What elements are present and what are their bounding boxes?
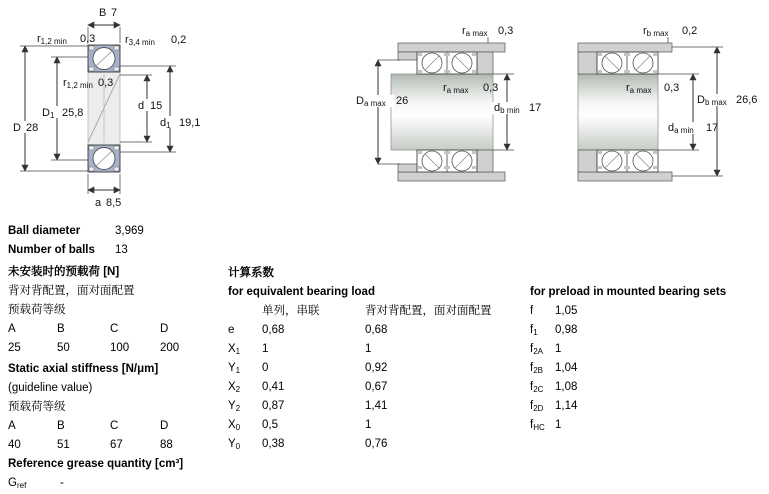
dim-D-value: 28: [26, 122, 39, 134]
ball-diameter-label: Ball diameter: [8, 225, 81, 237]
ball-diameter-row: [8, 222, 223, 241]
dim-r12-mid-value: 0,3: [98, 77, 114, 89]
preload-factor-row: [530, 302, 760, 321]
preload-value: 25: [8, 342, 21, 354]
dim-Da-label: Da max: [356, 95, 386, 108]
factor-row: [228, 321, 528, 340]
stiffness-subtitle: (guideline value): [8, 382, 93, 394]
factor-value-2: 1,41: [365, 400, 388, 412]
preload-value: 200: [160, 342, 180, 354]
dim-rb-top-value: 0,2: [682, 25, 698, 37]
dim-da-value: 17: [706, 122, 719, 134]
bottom-ring-section: [88, 145, 120, 172]
shaft-abutment-diagram: [578, 25, 757, 181]
dim-Da-value: 26: [396, 95, 409, 107]
top-ring-section: [88, 45, 120, 72]
dim-rb-top-label: rb max: [643, 25, 669, 38]
dim-ra-top-label: ra max: [462, 25, 488, 38]
grease-title: Reference grease quantity [cm³]: [8, 458, 184, 470]
factor-row: [228, 359, 528, 378]
dim-da-label: da min: [668, 122, 694, 135]
preload-value: 50: [57, 342, 70, 354]
dim-r34-label: r3,4 min: [125, 34, 155, 47]
preload-factor-row: [530, 340, 760, 359]
preload-title: 未安装时的预载荷 [N]: [8, 266, 120, 278]
stiffness-header: A: [8, 420, 16, 432]
dim-D1-label: D1: [42, 107, 55, 120]
specs-column: [8, 222, 223, 493]
stiffness-value: 40: [8, 439, 21, 451]
preload-header: A: [8, 323, 16, 335]
dim-r12-top-value: 0,3: [80, 33, 96, 45]
number-of-balls-label: Number of balls: [8, 244, 95, 256]
dim-ra-top-value: 0,3: [498, 25, 514, 37]
factor-symbol: Y2: [228, 400, 241, 413]
factor-value-1: 0,87: [262, 400, 285, 412]
preload-factor-symbol: f2D: [530, 400, 544, 413]
bearing-pair-bottom: [417, 150, 477, 172]
dim-a-value: 8,5: [106, 197, 122, 209]
bearing-pair-top: [597, 52, 658, 74]
factor-symbol: X0: [228, 419, 241, 432]
factor-symbol: X1: [228, 343, 241, 356]
factor-symbol: X2: [228, 381, 241, 394]
factor-row: [228, 378, 528, 397]
factor-symbol: e: [228, 324, 235, 336]
dim-db-value: 17: [529, 102, 542, 114]
preload-factors-title: for preload in mounted bearing sets: [530, 286, 727, 298]
dim-D1-value: 25,8: [62, 107, 84, 119]
stiffness-class-label: 预载荷等级: [8, 401, 66, 413]
dim-Db-value: 26,6: [736, 94, 758, 106]
factor-value-1: 0: [262, 362, 269, 374]
dim-D-label: D: [13, 122, 21, 134]
preload-factor-symbol: f2A: [530, 343, 543, 356]
factor-row: [228, 397, 528, 416]
preload-factor-value: 1,08: [555, 381, 578, 393]
stiffness-title: Static axial stiffness [N/μm]: [8, 363, 159, 375]
factors-header-row: [228, 302, 528, 321]
factor-symbol: Y0: [228, 438, 241, 451]
stiffness-header: D: [160, 420, 169, 432]
stiffness-value: 51: [57, 439, 70, 451]
preload-factor-row: [530, 321, 760, 340]
factor-symbol: Y1: [228, 362, 241, 375]
dim-ra-mid-label: ra max: [626, 82, 652, 95]
factor-value-2: 0,76: [365, 438, 388, 450]
preload-factor-symbol: f1: [530, 324, 538, 337]
factor-row: [228, 435, 528, 454]
preload-header: B: [57, 323, 65, 335]
stiffness-header: B: [57, 420, 65, 432]
preload-factor-value: 1: [555, 419, 562, 431]
dim-ra-mid-value: 0,3: [483, 82, 499, 94]
stiffness-header: C: [110, 420, 119, 432]
dim-ra-mid-value: 0,3: [664, 82, 680, 94]
preload-factor-symbol: f: [530, 305, 534, 317]
preload-factor-row: [530, 397, 760, 416]
stiffness-value: 67: [110, 439, 123, 451]
preload-factor-row: [530, 416, 760, 435]
factor-value-1: 0,5: [262, 419, 278, 431]
bearing-pair-top: [417, 52, 477, 74]
dim-r12-mid-label: r1,2 min: [63, 77, 93, 90]
dim-B-label: B: [99, 7, 107, 19]
dim-db-label: db min: [494, 102, 520, 115]
preload-factor-value: 0,98: [555, 324, 578, 336]
dimension-a: [88, 174, 120, 194]
dim-Db-label: Db max: [697, 94, 727, 107]
number-of-balls-value: 13: [115, 244, 128, 256]
factor-row: [228, 340, 528, 359]
factor-value-2: 0,68: [365, 324, 388, 336]
factor-value-2: 1: [365, 419, 372, 431]
preload-header-row: [8, 320, 223, 339]
factor-value-2: 0,92: [365, 362, 388, 374]
dim-ra-mid-label: ra max: [443, 82, 469, 95]
preload-class-label: 预载荷等级: [8, 304, 66, 316]
ball-diameter-value: 3,969: [115, 225, 144, 237]
dim-d1-value: 19,1: [179, 117, 201, 129]
preload-value: 100: [110, 342, 130, 354]
grease-row: [8, 474, 223, 493]
preload-factor-value: 1,14: [555, 400, 578, 412]
dim-d-label: d: [138, 100, 145, 112]
preload-header: D: [160, 323, 169, 335]
grease-symbol: Gref: [8, 477, 27, 490]
preload-factor-symbol: f2B: [530, 362, 543, 375]
stiffness-value: 88: [160, 439, 173, 451]
preload-value-row: [8, 339, 223, 358]
shaft: [391, 74, 493, 150]
factor-row: [228, 416, 528, 435]
preload-subtitle: 背对背配置，面对面配置: [8, 285, 135, 297]
dim-B-value: 7: [111, 7, 118, 19]
preload-header: C: [110, 323, 119, 335]
dim-d1-label: d1: [160, 117, 171, 130]
preload-factor-symbol: f2C: [530, 381, 544, 394]
dim-a-label: a: [95, 197, 102, 209]
factors-title-en: for equivalent bearing load: [228, 286, 375, 298]
preload-factor-symbol: fHC: [530, 419, 545, 432]
factor-value-1: 0,68: [262, 324, 285, 336]
dimension-Db: [672, 47, 723, 176]
preload-factor-value: 1: [555, 343, 562, 355]
bearing-pair-bottom: [597, 150, 658, 172]
preload-factor-row: [530, 359, 760, 378]
factors-col1-header: 单列，串联: [262, 305, 320, 317]
dim-r12-top-label: r1,2 min: [37, 33, 67, 46]
factors-title-zh: 计算系数: [228, 267, 274, 279]
factor-value-2: 1: [365, 343, 372, 355]
housing-abutment-diagram: [354, 25, 543, 181]
stiffness-header-row: [8, 417, 223, 436]
factors-col2-header: 背对背配置，面对面配置: [365, 305, 492, 317]
factor-value-1: 1: [262, 343, 269, 355]
technical-drawings: [0, 0, 769, 222]
factor-value-2: 0,67: [365, 381, 388, 393]
dim-r34-value: 0,2: [171, 34, 187, 46]
factor-value-1: 0,38: [262, 438, 285, 450]
dim-d-value: 15: [150, 100, 163, 112]
preload-factor-value: 1,05: [555, 305, 578, 317]
grease-value: -: [60, 477, 64, 489]
number-of-balls-row: [8, 241, 223, 260]
preload-factor-row: [530, 378, 760, 397]
factor-value-1: 0,41: [262, 381, 285, 393]
calculation-factors-column: [228, 264, 528, 454]
preload-factor-value: 1,04: [555, 362, 578, 374]
bearing-cross-section-diagram: [11, 7, 202, 209]
preload-factors-column: [530, 283, 760, 435]
stiffness-value-row: [8, 436, 223, 455]
